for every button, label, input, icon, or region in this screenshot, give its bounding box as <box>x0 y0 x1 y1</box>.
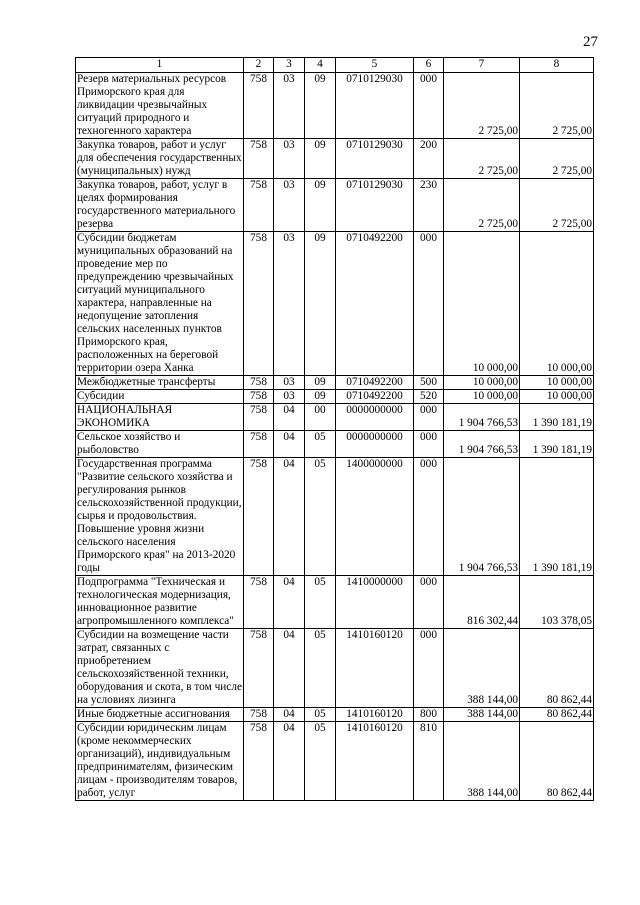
cell-gr: 758 <box>244 458 274 576</box>
table-row <box>76 376 594 390</box>
page-number: 27 <box>583 34 598 50</box>
cell-target: 1400000000 <box>336 458 414 576</box>
cell-subsection: 05 <box>305 458 336 576</box>
cell-type: 000 <box>414 629 444 708</box>
row-name: Закупка товаров, работ и услуг для обеспечения государственных (муниципальных) нужд <box>77 139 242 177</box>
cell-gr: 758 <box>244 629 274 708</box>
cell-amount-2: 1 390 181,19 <box>520 431 594 458</box>
cell-type: 000 <box>414 576 444 629</box>
cell-gr: 758 <box>244 73 274 139</box>
cell-subsection: 00 <box>305 404 336 431</box>
cell-gr: 758 <box>244 139 274 179</box>
row-name: Иные бюджетные ассигнования <box>76 708 244 722</box>
column-header: 3 <box>274 58 305 73</box>
cell-amount-1: 10 000,00 <box>444 376 520 390</box>
cell-subsection: 05 <box>305 722 336 801</box>
cell-amount-1: 816 302,44 <box>444 576 520 629</box>
cell-target: 0710492200 <box>336 390 414 404</box>
table-row <box>76 390 594 404</box>
cell-target: 0000000000 <box>336 404 414 431</box>
cell-amount-1: 1 904 766,53 <box>444 404 520 431</box>
cell-section: 04 <box>274 708 305 722</box>
cell-subsection: 05 <box>305 708 336 722</box>
cell-amount-1: 388 144,00 <box>444 708 520 722</box>
cell-target: 1410160120 <box>336 722 414 801</box>
cell-gr: 758 <box>244 431 274 458</box>
cell-subsection: 09 <box>305 232 336 376</box>
table-row <box>76 576 594 629</box>
header-row <box>76 58 594 73</box>
cell-target: 0710129030 <box>336 179 414 232</box>
cell-amount-1: 388 144,00 <box>444 629 520 708</box>
row-name: Сельское хозяйство и рыболовство <box>76 431 244 458</box>
cell-subsection: 09 <box>305 73 336 139</box>
cell-type: 200 <box>414 139 444 179</box>
column-header: 8 <box>520 58 594 73</box>
cell-amount-2: 103 378,05 <box>520 576 594 629</box>
cell-amount-1: 2 725,00 <box>444 179 520 232</box>
cell-type: 500 <box>414 376 444 390</box>
cell-amount-2: 1 390 181,19 <box>520 404 594 431</box>
cell-target: 1410000000 <box>336 576 414 629</box>
cell-type: 230 <box>414 179 444 232</box>
cell-section: 04 <box>274 576 305 629</box>
cell-gr: 758 <box>244 390 274 404</box>
cell-target: 0710129030 <box>336 73 414 139</box>
row-name: Межбюджетные трансферты <box>76 376 244 390</box>
cell-gr: 758 <box>244 376 274 390</box>
table-row <box>76 431 594 458</box>
cell-section: 03 <box>274 139 305 179</box>
column-header: 1 <box>76 58 244 73</box>
cell-amount-2: 10 000,00 <box>520 232 594 376</box>
cell-amount-2: 10 000,00 <box>520 390 594 404</box>
cell-gr: 758 <box>244 179 274 232</box>
cell-subsection: 09 <box>305 179 336 232</box>
cell-section: 03 <box>274 376 305 390</box>
cell-section: 03 <box>274 179 305 232</box>
row-name: НАЦИОНАЛЬНАЯ ЭКОНОМИКА <box>76 404 244 431</box>
cell-amount-2: 80 862,44 <box>520 629 594 708</box>
cell-amount-2: 2 725,00 <box>520 139 594 179</box>
cell-target: 1410160120 <box>336 708 414 722</box>
cell-amount-2: 10 000,00 <box>520 376 594 390</box>
cell-subsection: 05 <box>305 431 336 458</box>
cell-amount-1: 1 904 766,53 <box>444 458 520 576</box>
cell-target: 0710492200 <box>336 232 414 376</box>
cell-section: 03 <box>274 73 305 139</box>
cell-gr: 758 <box>244 232 274 376</box>
cell-gr: 758 <box>244 404 274 431</box>
cell-amount-1: 10 000,00 <box>444 232 520 376</box>
cell-type: 000 <box>414 458 444 576</box>
row-name: Резерв материальных ресурсов Приморского края для ликвидации чрезвычайных ситуаций природного и техногенного характера <box>76 73 244 139</box>
cell-target: 0000000000 <box>336 431 414 458</box>
cell-gr: 758 <box>244 576 274 629</box>
cell-section: 04 <box>274 722 305 801</box>
cell-target: 1410160120 <box>336 629 414 708</box>
column-header: 7 <box>444 58 520 73</box>
table-row <box>76 458 594 576</box>
cell-subsection: 09 <box>305 390 336 404</box>
cell-section: 04 <box>274 404 305 431</box>
cell-type: 810 <box>414 722 444 801</box>
cell-subsection: 09 <box>305 139 336 179</box>
column-header: 4 <box>305 58 336 73</box>
column-header: 5 <box>336 58 414 73</box>
cell-section: 03 <box>274 232 305 376</box>
cell-amount-1: 10 000,00 <box>444 390 520 404</box>
cell-type: 520 <box>414 390 444 404</box>
cell-section: 03 <box>274 390 305 404</box>
table-row <box>76 73 594 139</box>
table-row <box>76 722 594 801</box>
budget-table <box>75 57 594 801</box>
row-name: Субсидии юридическим лицам (кроме некоммерческих организаций), индивидуальным предпринимателям, физическим лицам - производителям товаров, работ, услуг <box>76 722 244 801</box>
table-row <box>76 232 594 376</box>
cell-gr: 758 <box>244 722 274 801</box>
cell-amount-1: 1 904 766,53 <box>444 431 520 458</box>
cell-target: 0710129030 <box>336 139 414 179</box>
cell-target: 0710492200 <box>336 376 414 390</box>
table-row <box>76 629 594 708</box>
cell-amount-1: 2 725,00 <box>444 73 520 139</box>
table-row <box>76 404 594 431</box>
cell-subsection: 05 <box>305 629 336 708</box>
cell-amount-2: 80 862,44 <box>520 708 594 722</box>
cell-subsection: 05 <box>305 576 336 629</box>
cell-amount-2: 80 862,44 <box>520 722 594 801</box>
cell-type: 000 <box>414 232 444 376</box>
cell-section: 04 <box>274 458 305 576</box>
column-header: 6 <box>414 58 444 73</box>
cell-amount-2: 2 725,00 <box>520 179 594 232</box>
row-name: Подпрограмма "Техническая и технологическая модернизация, инновационное развитие агропромышленного комплекса" <box>76 576 244 629</box>
cell-type: 000 <box>414 73 444 139</box>
cell-subsection: 09 <box>305 376 336 390</box>
cell-section: 04 <box>274 629 305 708</box>
cell-amount-2: 2 725,00 <box>520 73 594 139</box>
cell-amount-1: 2 725,00 <box>444 139 520 179</box>
cell-amount-2: 1 390 181,19 <box>520 458 594 576</box>
table-row <box>76 708 594 722</box>
cell-type: 000 <box>414 431 444 458</box>
table-row <box>76 139 594 179</box>
row-name: Субсидии на возмещение части затрат, связанных с приобретением сельскохозяйственной техники, оборудования и скота, в том числе на условиях лизинга <box>77 629 242 706</box>
cell-section: 04 <box>274 431 305 458</box>
row-name: Субсидии бюджетам муниципальных образований на проведение мер по предупреждению чрезвычайных ситуаций муниципального характера, направленные на недопущение затопления сельских населенных пунктов Приморского края, расположенных на береговой территории озера Ханка <box>76 232 244 376</box>
row-name: Субсидии <box>76 390 244 404</box>
table-row <box>76 179 594 232</box>
cell-type: 800 <box>414 708 444 722</box>
column-header: 2 <box>244 58 274 73</box>
row-name: Закупка товаров, работ, услуг в целях формирования государственного материального резерва <box>76 179 244 232</box>
cell-amount-1: 388 144,00 <box>444 722 520 801</box>
cell-gr: 758 <box>244 708 274 722</box>
cell-type: 000 <box>414 404 444 431</box>
row-name: Государственная программа "Развитие сельского хозяйства и регулирования рынков сельскохозяйственной продукции, сырья и продовольствия. Повышение уровня жизни сельского населения Приморского края" на 2013-2020 годы <box>77 458 242 574</box>
